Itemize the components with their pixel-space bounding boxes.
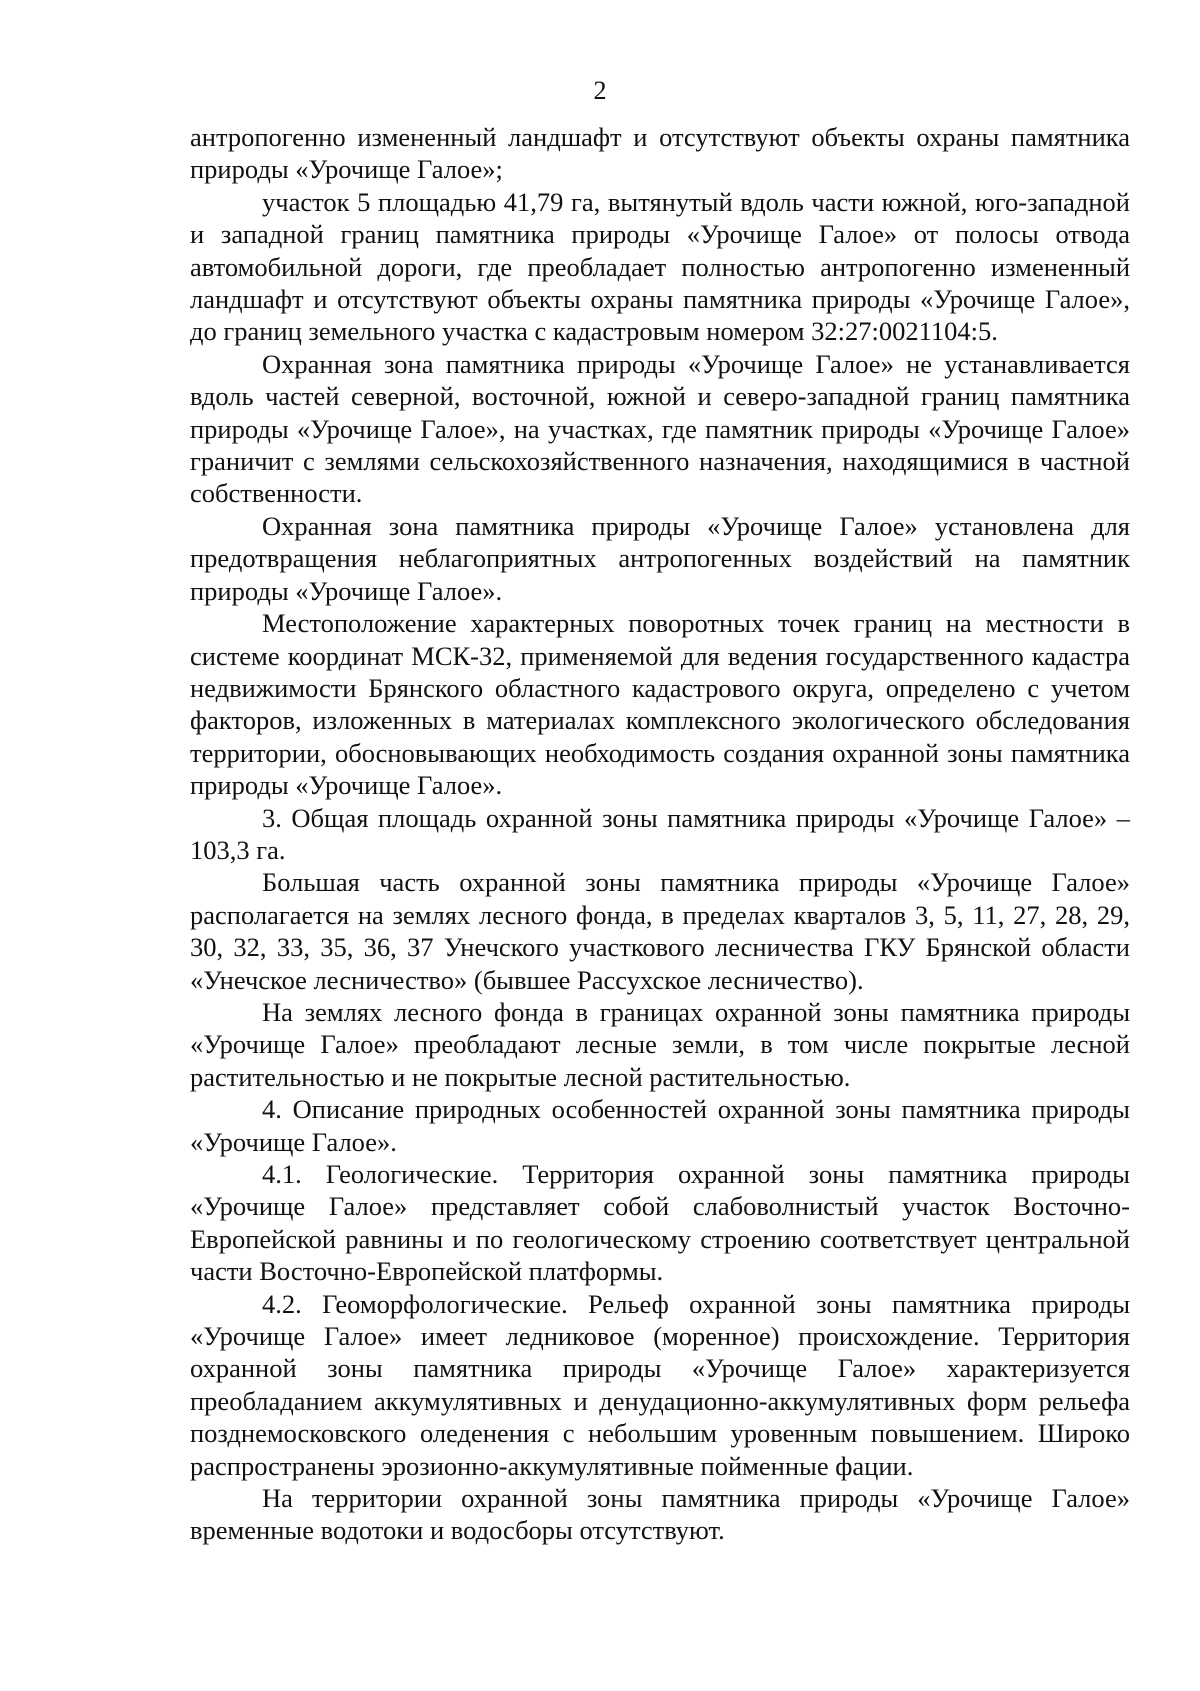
page-number: 2 xyxy=(593,76,607,105)
paragraph-water: На территории охранной зоны памятника природы «Урочище Галое» временные водотоки и водосборы отсутствуют. xyxy=(190,1483,1130,1546)
paragraph-coordinates: Местоположение характерных поворотных точек границ на местности в системе координат МСК-32, применяемой для ведения государственного кадастра недвижимости Брянского областного кадастрового округа, определено с учетом факторов, изложенных в материалах комплексного экологического обследования территории, обосновывающих необходимость создания охранной зоны памятника природы «Урочище Галое». xyxy=(190,608,1130,801)
paragraph-total-area: 3. Общая площадь охранной зоны памятника природы «Урочище Галое» – 103,3 га. xyxy=(190,802,1130,865)
paragraph-zone-purpose: Охранная зона памятника природы «Урочище Галое» установлена для предотвращения неблагоприятных антропогенных воздействий на памятник природы «Урочище Галое». xyxy=(190,510,1130,606)
document-body xyxy=(190,121,1130,1547)
paragraph-geomorphological: 4.2. Геоморфологические. Рельеф охранной зоны памятника природы «Урочище Галое» имеет ледниковое (моренное) происхождение. Территория охранной зоны памятника природы «Урочище Галое» характеризуется преобладанием аккумулятивных и денудационно-аккумулятивных форм рельефа позднемосковского оледенения с небольшим уровенным повышением. Широко распространены эрозионно-аккумулятивные пойменные фации. xyxy=(190,1288,1130,1481)
paragraph-geological: 4.1. Геологические. Территория охранной зоны памятника природы «Урочище Галое» представляет собой слабоволнистый участок Восточно-Европейской равнины и по геологическому строению соответствует центральной части Восточно-Европейской платформы. xyxy=(190,1159,1130,1287)
paragraph-continuation: антропогенно измененный ландшафт и отсутствуют объекты охраны памятника природы «Урочище Галое»; xyxy=(190,122,1130,185)
paragraph-forest-lands: На землях лесного фонда в границах охранной зоны памятника природы «Урочище Галое» преобладают лесные земли, в том числе покрытые лесной растительностью и не покрытые лесной растительностью. xyxy=(190,996,1130,1092)
paragraph-section-5-plot: участок 5 площадью 41,79 га, вытянутый вдоль части южной, юго-западной и западной границ памятника природы «Урочище Галое» от полосы отвода автомобильной дороги, где преобладает полностью антропогенно измененный ландшафт и отсутствуют объекты охраны памятника природы «Урочище Галое», до границ земельного участка с кадастровым номером 32:27:0021104:5. xyxy=(190,186,1130,347)
paragraph-natural-features: 4. Описание природных особенностей охранной зоны памятника природы «Урочище Галое». xyxy=(190,1094,1130,1157)
paragraph-zone-not-established: Охранная зона памятника природы «Урочище Галое» не устанавливается вдоль частей северной, восточной, южной и северо-западной границ памятника природы «Урочище Галое», на участках, где памятник природы «Урочище Галое» граничит с землями сельскохозяйственного назначения, находящимися в частной собственности. xyxy=(190,348,1130,509)
paragraph-forest-fund: Большая часть охранной зоны памятника природы «Урочище Галое» располагается на землях лесного фонда, в пределах кварталов 3, 5, 11, 27, 28, 29, 30, 32, 33, 35, 36, 37 Унечского участкового лесничества ГКУ Брянской области «Унечское лесничество» (бывшее Рассухское лесничество). xyxy=(190,867,1130,995)
